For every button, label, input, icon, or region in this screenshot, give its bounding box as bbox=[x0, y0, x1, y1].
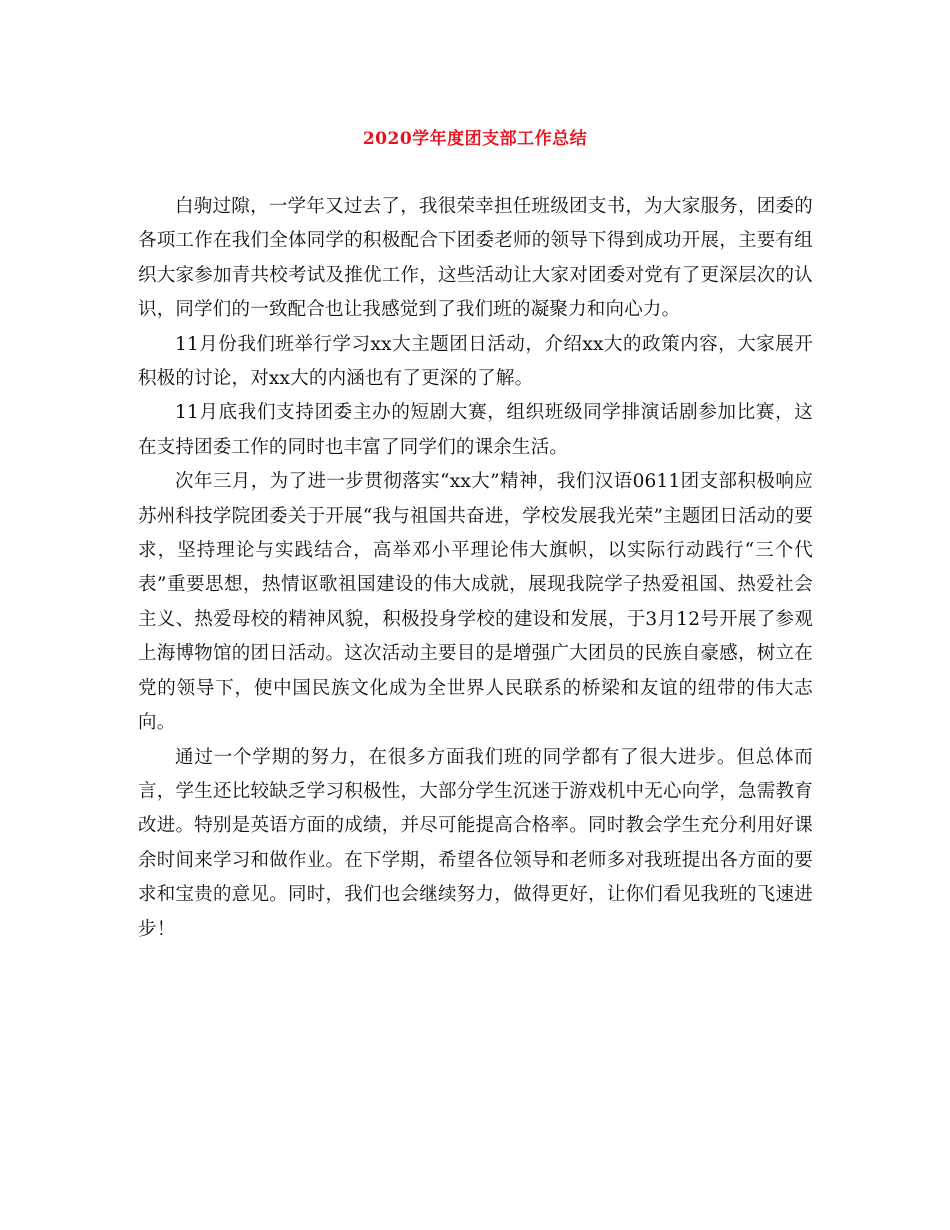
paragraph-summary: 通过一个学期的努力，在很多方面我们班的同学都有了很大进步。但总体而言，学生还比较缺乏学习积极性，大部分学生沉迷于游戏机中无心向学，急需教育改进。特别是英语方面的成绩，并尽可能提高合格率。同时教会学生充分利用好课余时间来学习和做作业。在下学期，希望各位领导和老师多对我班提出各方面的要求和宝贵的意见。同时，我们也会继续努力，做得更好，让你们看见我班的飞速进步！ bbox=[138, 746, 813, 940]
paragraph-intro: 白驹过隙，一学年又过去了，我很荣幸担任班级团支书，为大家服务，团委的各项工作在我们全体同学的积极配合下团委老师的领导下得到成功开展，主要有组织大家参加青共校考试及推优工作，这些活动让大家对团委对党有了更深层次的认识，同学们的一致配合也让我感觉到了我们班的凝聚力和向心力。 bbox=[138, 196, 813, 321]
document-body bbox=[138, 190, 813, 947]
paragraph-november-study: 11月份我们班举行学习xx大主题团日活动，介绍xx大的政策内容，大家展开积极的讨论，对xx大的内涵也有了更深的了解。 bbox=[138, 333, 813, 390]
paragraph-march-activity: 次年三月，为了进一步贯彻落实“xx大”精神，我们汉语0611团支部积极响应苏州科技学院团委关于开展“我与祖国共奋进，学校发展我光荣”主题团日活动的要求，坚持理论与实践结合，高举邓小平理论伟大旗帜，以实际行动践行“三个代表”重要思想，热情讴歌祖国建设的伟大成就，展现我院学子热爱祖国、热爱社会主义、热爱母校的精神风貌，积极投身学校的建设和发展，于3月12号开展了参观上海博物馆的团日活动。这次活动主要目的是增强广大团员的民族自豪感，树立在党的领导下，使中国民族文化成为全世界人民联系的桥梁和友谊的纽带的伟大志向。 bbox=[138, 471, 813, 734]
paragraph-drama-contest: 11月底我们支持团委主办的短剧大赛，组织班级同学排演话剧参加比赛，这在支持团委工作的同时也丰富了同学们的课余生活。 bbox=[138, 402, 813, 458]
document-title: 2020学年度团支部工作总结 bbox=[362, 129, 588, 149]
